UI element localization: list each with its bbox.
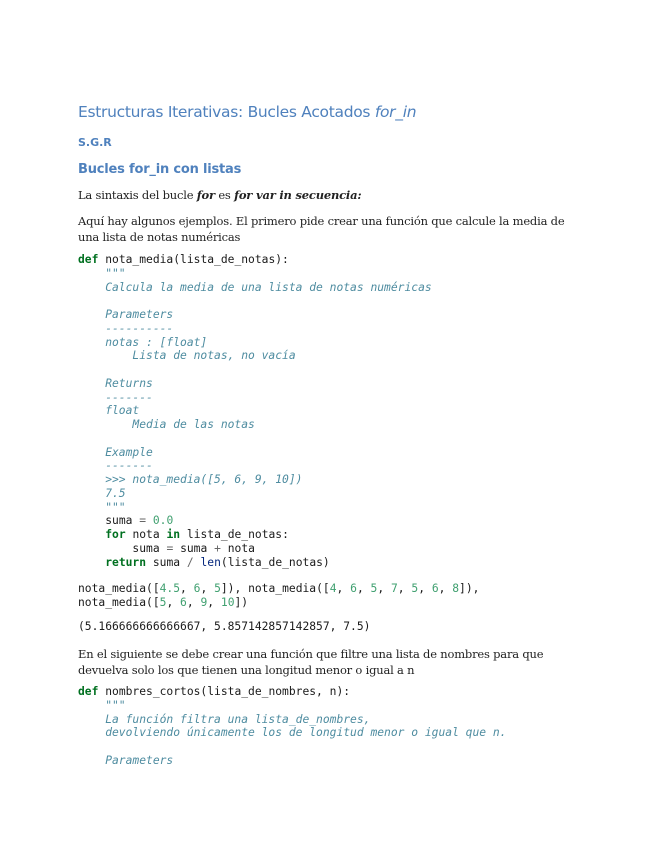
section-heading: Bucles for_in con listas [78,162,242,177]
code-block-nombres-cortos: def nombres_cortos(lista_de_nombres, n): """ La función filtra una lista_de_nombres, devolviendo únicamente los de longitud menor o igual que n. Parameters [78,685,507,767]
call-line-1: nota_media([4.5, 6, 5]), nota_media([4, 6, 5, 7, 5, 6, 8]), [78,582,480,595]
title-code: for_in [374,103,417,121]
syntax-paragraph: La sintaxis del bucle for es for var in secuencia: [78,188,362,202]
author: S.G.R [78,136,112,149]
code-block-nota-media: def nota_media(lista_de_notas): """ Calcula la media de una lista de notas numéricas Parameters ---------- notas : [float] Lista de notas, no vacía Returns ------- float Media de las notas Example ------- >>> nota_media([5, 6, 9, 10]) 7.5 """ suma = 0.0 for nota in lista_de_notas: suma = suma + nota return suma / len(lista_de_notas) [78,253,432,569]
output-block [78,620,370,634]
code-block-call [78,582,479,610]
output-text: (5.166666666666667, 5.857142857142857, 7.5) [78,620,371,633]
filter-paragraph: En el siguiente se debe crear una función que filtre una lista de nombres para que devuelva solo los que tienen una longitud menor o igual a n [78,647,544,677]
call-line-2: nota_media([5, 6, 9, 10]) [78,595,249,609]
intro-paragraph: Aquí hay algunos ejemplos. El primero pide crear una función que calcule la media de una lista de notas numéricas [78,214,565,244]
document-title: Estructuras Iterativas: Bucles Acotados for_in [78,103,417,121]
